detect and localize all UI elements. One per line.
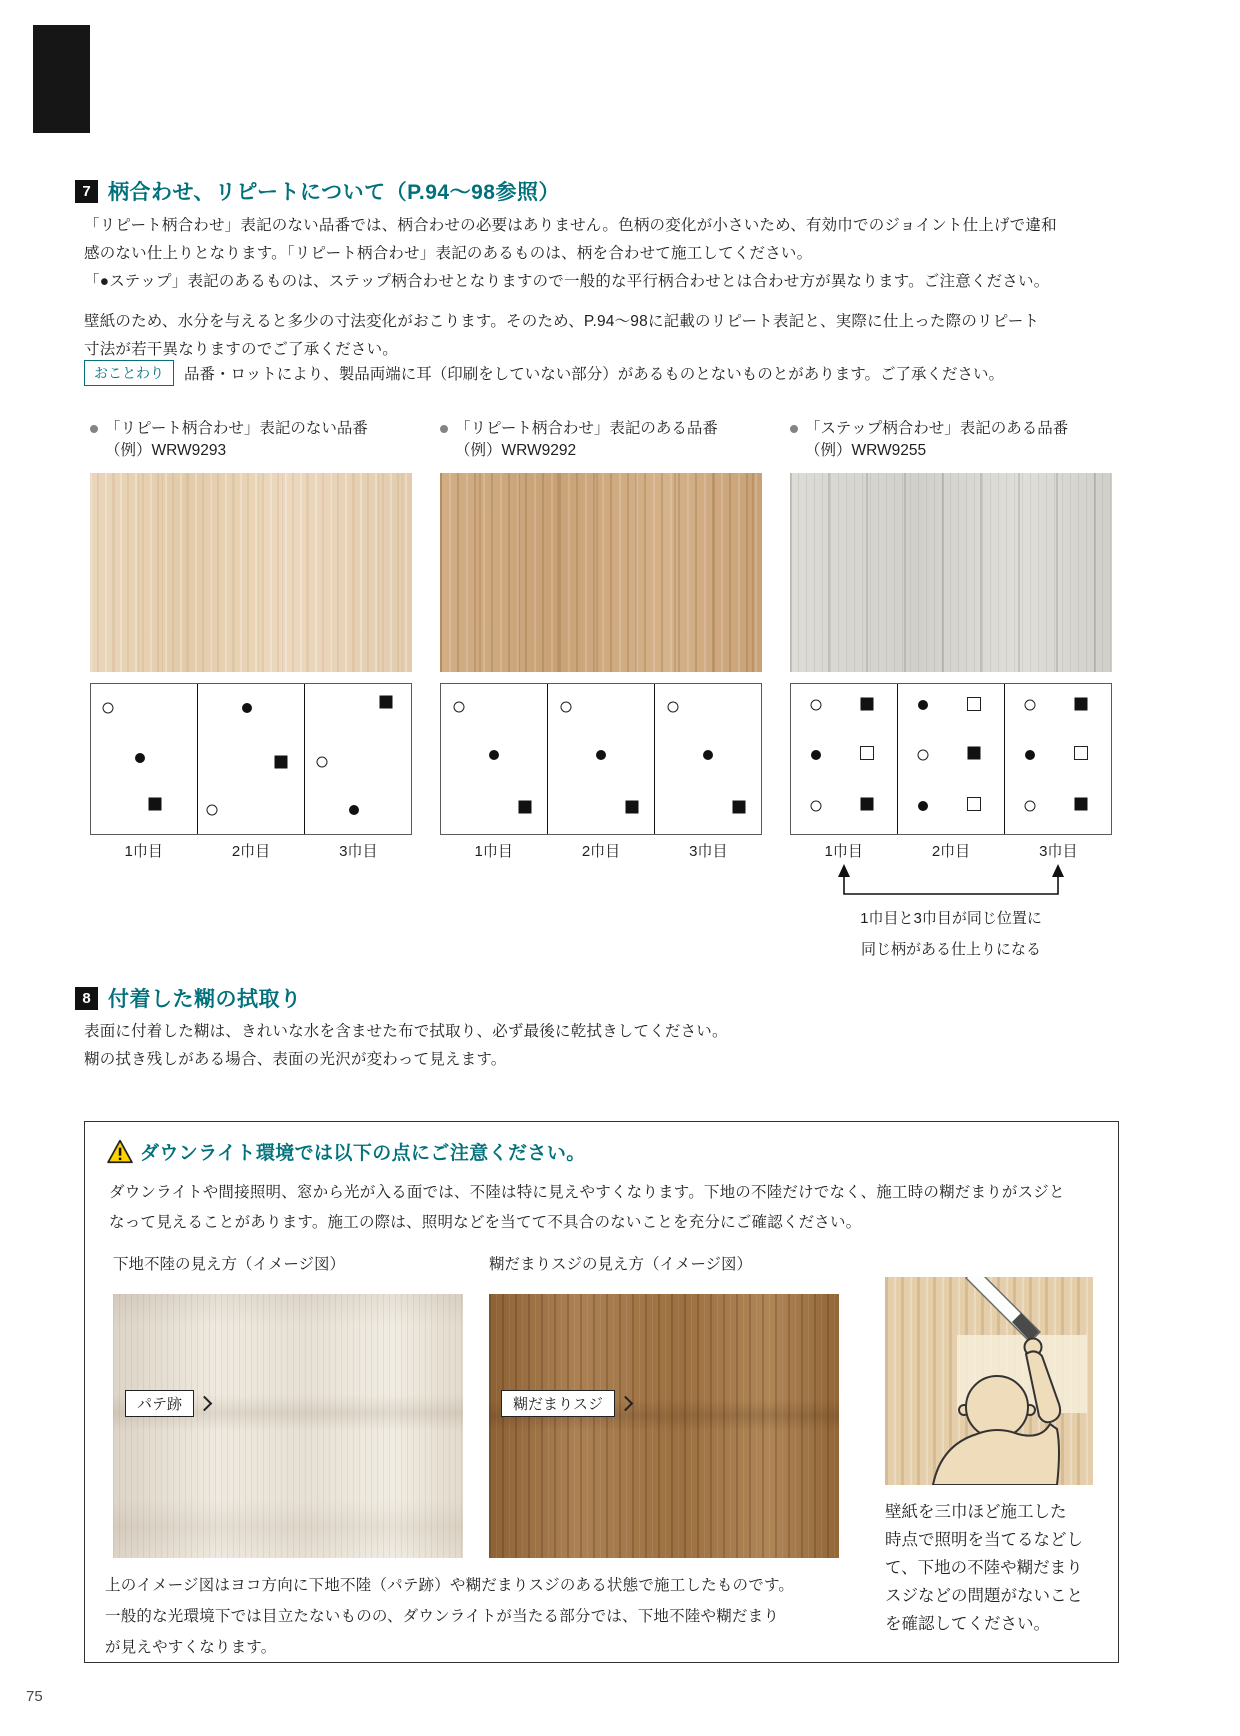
annotation-line: 1巾目と3巾目が同じ位置に — [860, 910, 1042, 927]
paragraph-line: が見えやすくなります。 — [105, 1639, 277, 1656]
callout-arrow-icon — [197, 1396, 213, 1412]
pattern-diagram-repeat — [440, 683, 762, 835]
pattern-symbol — [454, 701, 465, 712]
paragraph-line: ダウンライトや間接照明、窓から光が入る面では、不陸は特に見えやすくなります。下地の不陸だけでなく、施工時の糊だまりがスジと — [109, 1184, 1065, 1201]
diagram-panel — [1005, 684, 1111, 834]
caution-bottom-left-text — [105, 1570, 794, 1663]
annotation-line: 同じ柄がある仕上りになる — [860, 941, 1041, 958]
pattern-symbol — [1025, 700, 1036, 711]
pattern-symbol — [968, 747, 981, 760]
paragraph-line: 壁紙を三巾ほど施工した — [885, 1503, 1067, 1521]
person-holding-light-icon — [885, 1277, 1093, 1485]
pattern-symbol — [274, 756, 287, 769]
width-label: 2巾目 — [231, 843, 271, 860]
width-labels — [440, 840, 762, 861]
width-labels — [790, 840, 1112, 861]
pattern-symbol — [811, 700, 822, 711]
diagram-panel — [655, 684, 761, 834]
pattern-symbol — [242, 703, 252, 713]
paragraph-line: 壁紙のため、水分を与えると多少の寸法変化がおこります。そのため、P.94～98に記載のリピート表記と、実際に仕上った際のリピート — [84, 313, 1040, 330]
same-position-bracket-arrows — [790, 863, 1112, 899]
column-step — [790, 418, 1112, 965]
caution-bottom-right-text — [885, 1498, 1105, 1638]
glue-streak-image — [489, 1294, 839, 1558]
paragraph-line: なって見えることがあります。施工の際は、照明などを当てて不具合のないことを充分にご確認ください。 — [109, 1214, 862, 1231]
pattern-symbol — [1075, 798, 1088, 811]
wallpaper-sample-wrw9292 — [440, 473, 762, 672]
pattern-symbol — [861, 798, 874, 811]
pattern-symbol — [379, 696, 392, 709]
caution-paragraph — [109, 1178, 1065, 1238]
caution-box — [84, 1121, 1119, 1663]
column-title: 「リピート柄合わせ」表記のある品番 — [455, 420, 718, 437]
section8-number-badge: 8 — [75, 987, 98, 1010]
section7-paragraph2 — [84, 308, 1039, 364]
callout-glue-streak — [501, 1390, 615, 1417]
column-example: （例）WRW9292 — [455, 442, 577, 459]
page-corner-tab — [33, 25, 90, 133]
pattern-symbol — [148, 798, 161, 811]
pattern-symbol — [518, 801, 531, 814]
callout-label: パテ跡 — [137, 1396, 183, 1413]
section7-number-badge: 7 — [75, 180, 98, 203]
column-repeat — [440, 418, 762, 861]
diagram-panel — [791, 684, 898, 834]
width-labels — [90, 840, 412, 861]
section8-title: 付着した糊の拭取り — [108, 988, 302, 1011]
paragraph-line: て、下地の不陸や糊だまり — [885, 1559, 1083, 1577]
diagram-panel — [91, 684, 198, 834]
lighting-check-illustration — [885, 1277, 1093, 1485]
pattern-symbol — [967, 697, 981, 711]
pattern-symbol — [732, 801, 745, 814]
diagram-panel — [198, 684, 305, 834]
pattern-symbol — [102, 703, 113, 714]
pattern-symbol — [918, 801, 928, 811]
pattern-diagram-step — [790, 683, 1112, 835]
wallpaper-sample-wrw9293 — [90, 473, 412, 672]
wallpaper-sample-wrw9255 — [790, 473, 1112, 672]
column-no-repeat — [90, 418, 412, 861]
step-annotation — [790, 903, 1112, 965]
diagram-panel — [898, 684, 1005, 834]
section7-title: 柄合わせ、リピートについて（P.94～98参照） — [108, 181, 560, 204]
section7-paragraph1 — [84, 212, 1057, 296]
pattern-symbol — [561, 701, 572, 712]
pattern-symbol — [811, 800, 822, 811]
caution-title: ダウンライト環境では以下の点にご注意ください。 — [140, 1143, 586, 1164]
pattern-symbol — [1075, 697, 1088, 710]
section8-heading — [75, 983, 302, 1013]
column-title: 「ステップ柄合わせ」表記のある品番 — [805, 420, 1069, 437]
pattern-symbol — [596, 750, 606, 760]
diagram-panel — [441, 684, 548, 834]
width-label: 3巾目 — [1039, 843, 1078, 860]
callout-arrow-icon — [618, 1396, 634, 1412]
pattern-symbol — [316, 757, 327, 768]
width-label: 2巾目 — [581, 843, 621, 860]
callout-putty-marks — [125, 1390, 194, 1417]
width-label: 1巾目 — [824, 843, 863, 860]
caption-glue-streaks: 糊だまりスジの見え方（イメージ図） — [489, 1256, 753, 1273]
pattern-symbol — [206, 805, 217, 816]
column-header — [440, 418, 762, 440]
pattern-symbol — [135, 753, 145, 763]
diagram-panel — [548, 684, 655, 834]
diagram-panel — [305, 684, 411, 834]
pattern-symbol — [811, 750, 821, 760]
width-label: 3巾目 — [339, 843, 378, 860]
paragraph-line: 上のイメージ図はヨコ方向に下地不陸（パテ跡）や糊だまりスジのある状態で施工したものです。 — [105, 1577, 795, 1594]
column-title: 「リピート柄合わせ」表記のない品番 — [105, 420, 368, 437]
pattern-symbol — [703, 750, 713, 760]
column-header — [790, 418, 1112, 440]
putty-marks-image — [113, 1294, 463, 1558]
paragraph-line: 一般的な光環境下では目立たないものの、ダウンライトが当たる部分では、下地不陸や糊だまり — [105, 1608, 780, 1625]
pattern-diagram-no-repeat — [90, 683, 412, 835]
paragraph-line: 表面に付着した糊は、きれいな水を含ませた布で拭取り、必ず最後に乾拭きしてください。 — [84, 1023, 728, 1040]
width-label: 2巾目 — [931, 843, 971, 860]
pattern-symbol — [918, 749, 929, 760]
pattern-symbol — [1025, 750, 1035, 760]
paragraph-line: 「リピート柄合わせ」表記のない品番では、柄合わせの必要はありません。色柄の変化が小さいため、有効巾でのジョイント仕上げで違和 — [84, 217, 1057, 234]
bullet-icon — [440, 425, 448, 433]
width-label: 1巾目 — [124, 843, 163, 860]
bullet-icon — [790, 425, 798, 433]
section8-paragraph — [84, 1018, 728, 1074]
warning-icon — [107, 1139, 133, 1165]
paragraph-line: 寸法が若干異なりますのでご了承ください。 — [84, 341, 399, 358]
paragraph-line: 「●ステップ」表記のあるものは、ステップ柄合わせとなりますので一般的な平行柄合わせとは合わせ方が異なります。ご注意ください。 — [84, 273, 1050, 290]
paragraph-line: 糊の拭き残しがある場合、表面の光沢が変わって見えます。 — [84, 1051, 507, 1068]
bullet-icon — [90, 425, 98, 433]
callout-label: 糊だまりスジ — [513, 1396, 604, 1413]
pattern-symbol — [1025, 800, 1036, 811]
width-label: 1巾目 — [474, 843, 513, 860]
page-number: 75 — [26, 1688, 43, 1705]
column-example: （例）WRW9255 — [805, 442, 927, 459]
pattern-symbol — [489, 750, 499, 760]
caption-substrate-unevenness: 下地不陸の見え方（イメージ図） — [113, 1256, 346, 1273]
pattern-symbol — [860, 746, 874, 760]
disclaimer-text: 品番・ロットにより、製品両端に耳（印刷をしていない部分）があるものとないものとがあります。ご了承ください。 — [184, 366, 1004, 383]
pattern-symbol — [1074, 746, 1088, 760]
paragraph-line: スジなどの問題がないこと — [885, 1587, 1083, 1605]
pattern-symbol — [861, 697, 874, 710]
pattern-symbol — [349, 805, 359, 815]
paragraph-line: 感のない仕上りとなります。「リピート柄合わせ」表記のあるものは、柄を合わせて施工してください。 — [84, 245, 813, 262]
pattern-symbol — [918, 700, 928, 710]
paragraph-line: 時点で照明を当てるなどし — [885, 1531, 1083, 1549]
column-header — [90, 418, 412, 440]
disclaimer-badge: おことわり — [84, 360, 174, 386]
pattern-symbol — [967, 797, 981, 811]
caution-title-row — [107, 1138, 586, 1165]
width-label: 3巾目 — [689, 843, 728, 860]
section7-heading — [75, 176, 560, 206]
column-example: （例）WRW9293 — [105, 442, 227, 459]
paragraph-line: を確認してください。 — [885, 1615, 1050, 1633]
disclaimer-row — [84, 360, 1004, 386]
pattern-symbol — [625, 801, 638, 814]
pattern-symbol — [668, 701, 679, 712]
